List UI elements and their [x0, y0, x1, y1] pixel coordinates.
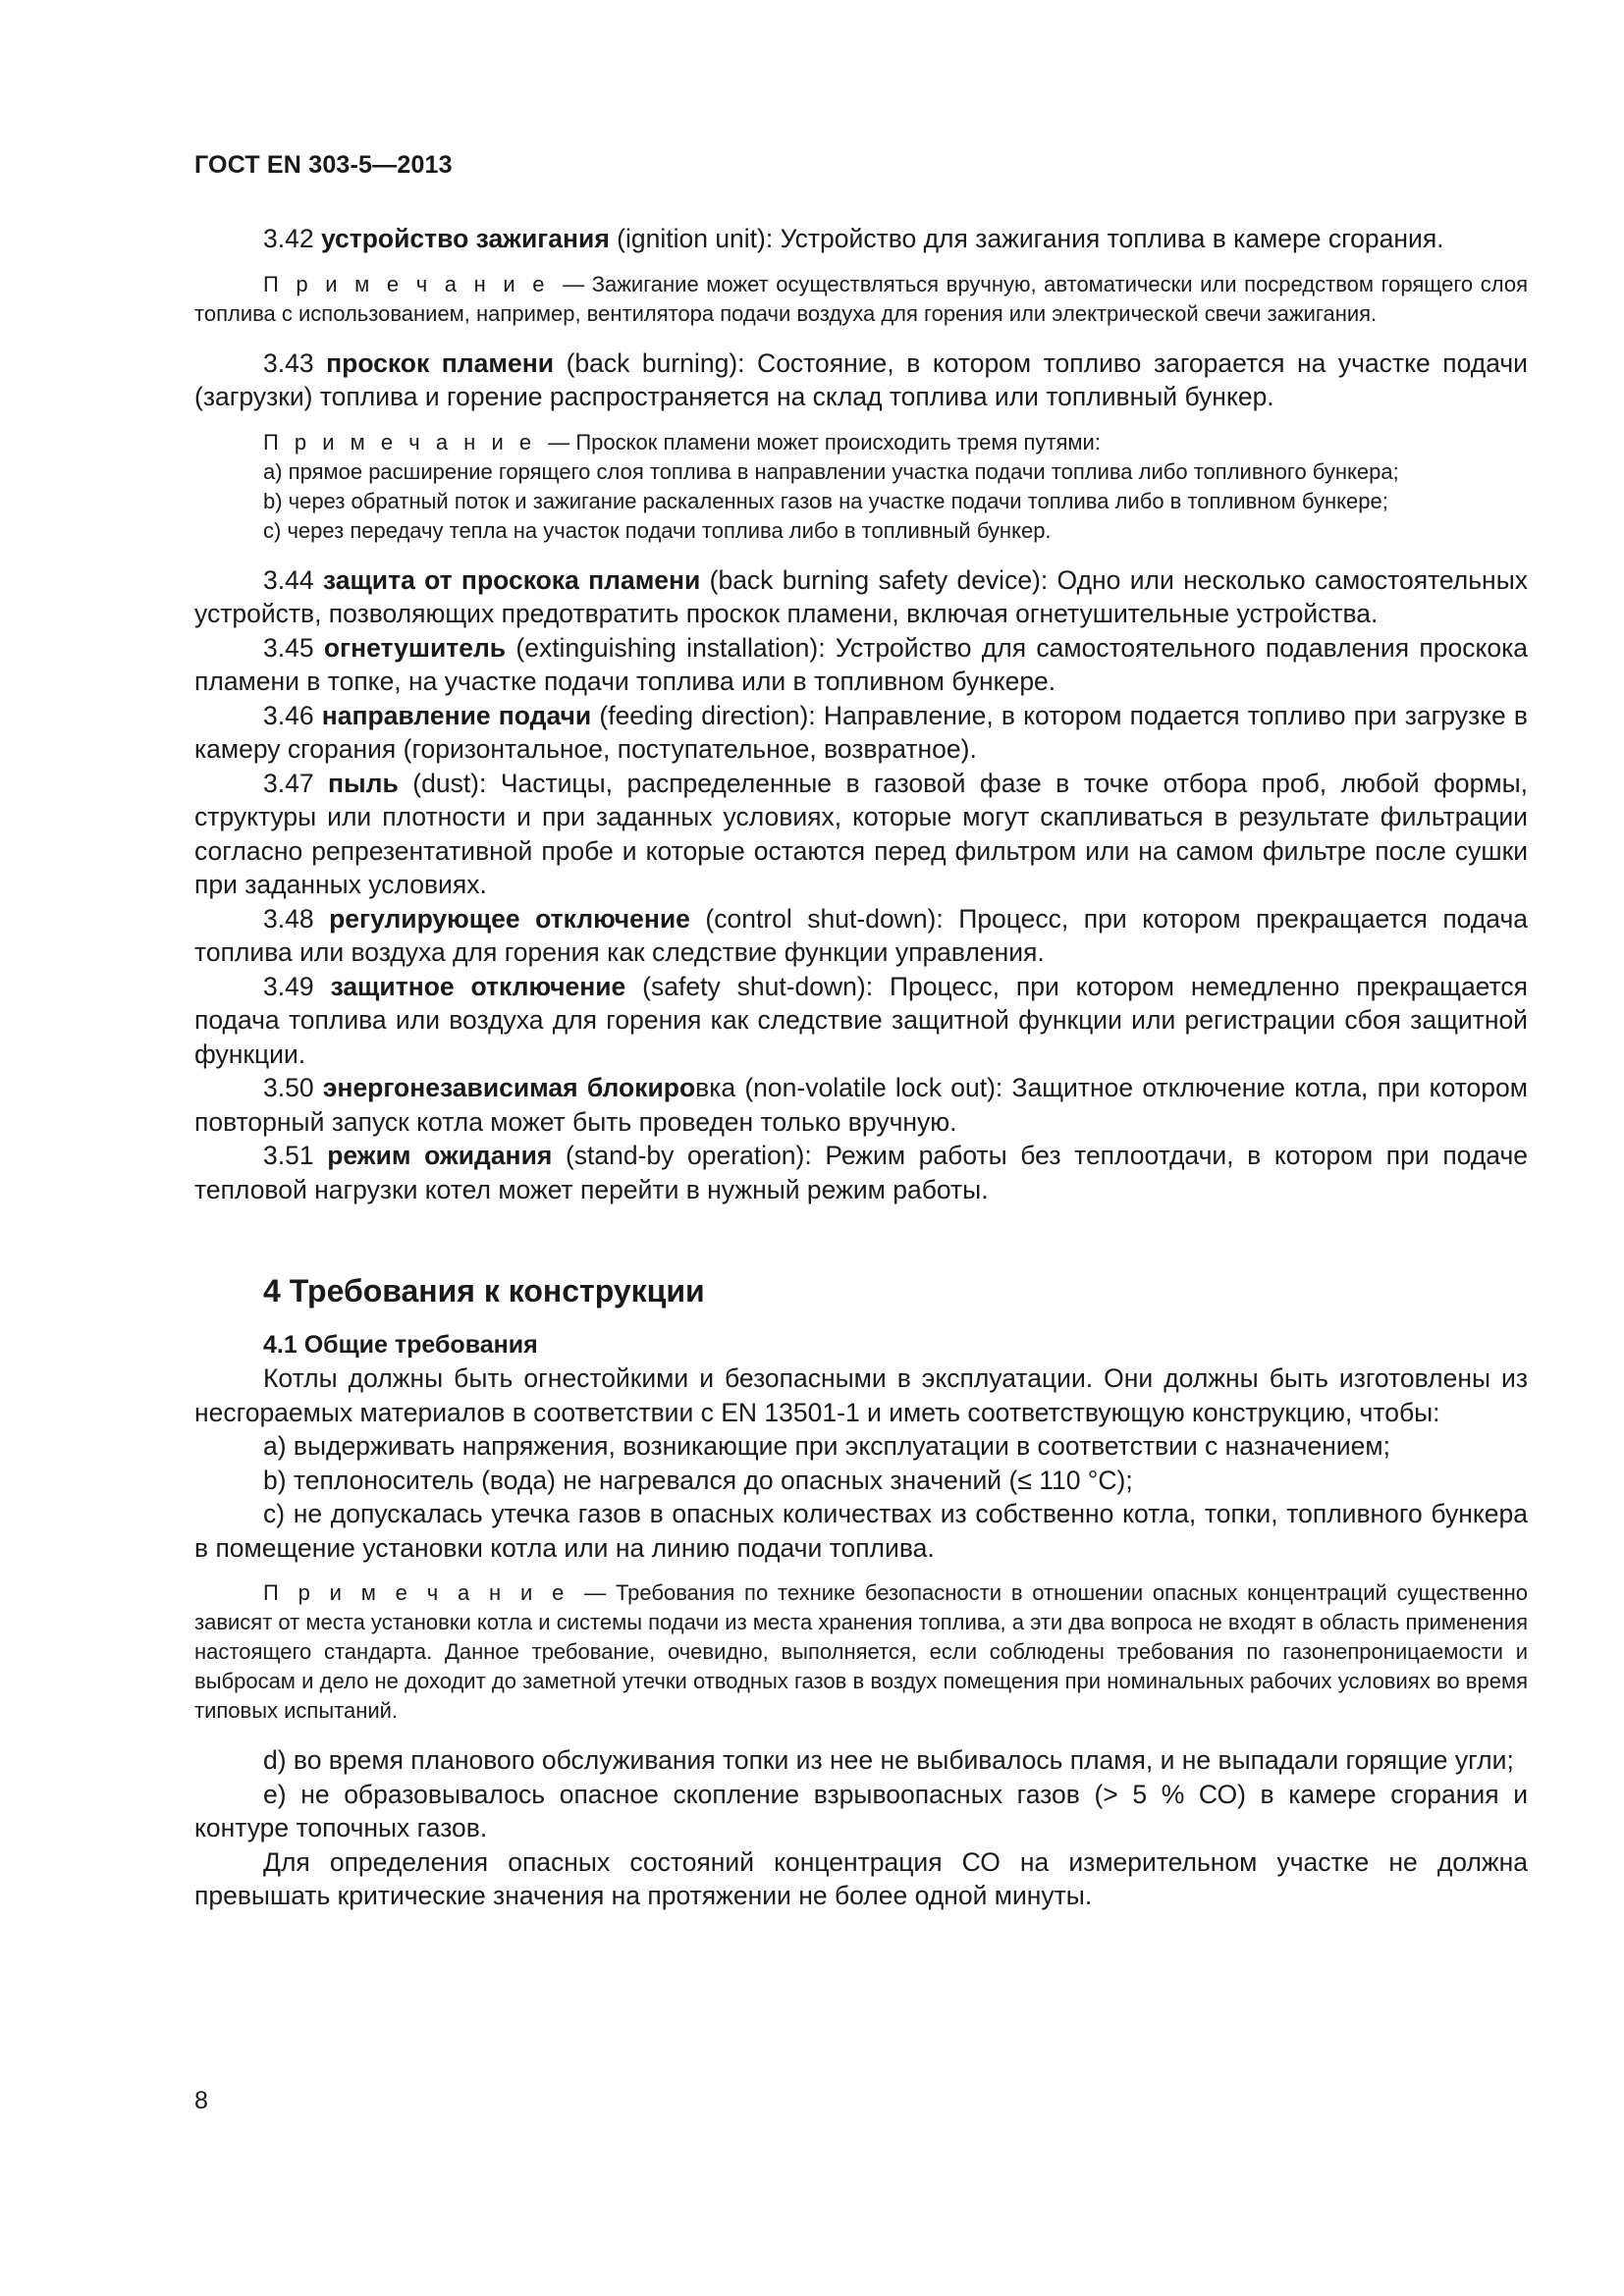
term-name: проскок пламени [326, 347, 555, 378]
note-3-42: П р и м е ч а н и е — Зажигание может осуществляться вручную, автоматически или посредством горящего слоя топлива с использованием, например, вентилятора подачи воздуха для горения или электрической свечи зажигания. [194, 271, 1528, 326]
term-name: режим ожидания [327, 1141, 553, 1170]
requirement-item-a: а) выдерживать напряжения, возникающие при эксплуатации в соответствии с назначением; [263, 1431, 1390, 1461]
section-heading: 4 Требования к конструкции [263, 1273, 705, 1308]
subsection-heading: 4.1 Общие требования [263, 1331, 538, 1359]
term-entry-3-48: 3.48 регулирующее отключение (control shut-down): Процесс, при котором прекращается подача топлива или воздуха для горения как следствие функции управления. [194, 903, 1528, 967]
term-entry-3-42: 3.42 устройство зажигания (ignition unit): Устройство для зажигания топлива в камере сгорания. [263, 224, 1444, 253]
document-header: ГОСТ EN 303-5—2013 [194, 151, 453, 179]
note-label: П р и м е ч а н и е [263, 271, 550, 296]
note-item-b: b) через обратный поток и зажигание раскаленных газов на участке подачи топлива либо в топливном бункере; [263, 488, 1388, 513]
page-body [194, 222, 1528, 1913]
note-item-a: а) прямое расширение горящего слоя топлива в направлении участка подачи топлива либо топливного бункера; [263, 458, 1399, 484]
note-3-43: П р и м е ч а н и е — Проскок пламени может происходить тремя путями: [263, 429, 1101, 454]
requirement-item-b: b) теплоноситель (вода) не нагревался до опасных значений (≤ 110 °С); [263, 1465, 1133, 1495]
term-name: огнетушитель [323, 632, 507, 663]
term-name: направление подачи [321, 700, 592, 730]
term-name: защитное отключение [330, 971, 626, 1001]
term-entry-3-45: 3.45 огнетушитель (extinguishing installation): Устройство для самостоятельного подавления проскока пламени в топке, на участке подачи топлива или в топливном бункере. [194, 632, 1528, 696]
term-name: регулирующее отключение [329, 903, 690, 934]
note-4-1: П р и м е ч а н и е — Требования по технике безопасности в отношении опасных концентраций существенно зависят от места установки котла и системы подачи из места хранения топлива, а эти два вопроса не входят в область применения настоящего стандарта. Данное требование, очевидно, выполняется, если соблюдены требования по газонепроницаемости и выбросам и дело не доходит до заметной утечки отводных газов в воздух помещения при номинальных рабочих условиях во время типовых испытаний. [194, 1580, 1528, 1723]
term-entry-3-44: 3.44 защита от проскока пламени (back burning safety device): Одно или несколько самостоятельных устройств, позволяющих предотвратить проскок пламени, включая огнетушительные устройства. [194, 564, 1528, 628]
note-label: П р и м е ч а н и е [263, 429, 537, 454]
term-name: энергонезависимая блокиро [322, 1073, 696, 1102]
page-number: 8 [194, 2087, 208, 2114]
term-name: устройство зажигания [320, 224, 610, 253]
requirement-item-e: е) не образовывалось опасное скопление взрывоопасных газов (> 5 % СО) в камере сгорания и контуре топочных газов. [194, 1779, 1528, 1842]
term-entry-3-46: 3.46 направление подачи (feeding direction): Направление, в котором подается топливо при загрузке в камеру сгорания (горизонтальное, поступательное, возвратное). [194, 700, 1528, 764]
section-intro: Котлы должны быть огнестойкими и безопасными в эксплуатации. Они должны быть изготовлены из несгораемых материалов в соответствии с EN 13501-1 и иметь соответствующую конструкцию, чтобы: [194, 1363, 1528, 1427]
closing-paragraph: Для определения опасных состояний концентрация СО на измерительном участке не должна превышать критические значения на протяжении не более одной минуты. [194, 1846, 1528, 1910]
term-entry-3-43: 3.43 проскок пламени (back burning): Состояние, в котором топливо загорается на участке подачи (загрузки) топлива и горение распространяется на склад топлива или топливный бункер. [194, 347, 1528, 411]
term-entry-3-49: 3.49 защитное отключение (safety shut-down): Процесс, при котором немедленно прекращается подача топлива или воздуха для горения как следствие защитной функции или регистрации сбоя защитной функции. [194, 971, 1528, 1069]
requirement-item-d: d) во время планового обслуживания топки из нее не выбивалось пламя, и не выпадали горящие угли; [263, 1745, 1514, 1775]
term-entry-3-50: 3.50 энергонезависимая блокировка (non-volatile lock out): Защитное отключение котла, при котором повторный запуск котла может быть проведен только вручную. [194, 1073, 1528, 1137]
term-name: защита от проскока пламени [322, 564, 701, 595]
note-label: П р и м е ч а н и е [263, 1580, 569, 1605]
term-entry-3-51: 3.51 режим ожидания (stand-by operation): Режим работы без теплоотдачи, в котором при подаче тепловой нагрузки котел может перейти в нужный режим работы. [194, 1141, 1528, 1204]
term-name: пыль [328, 768, 399, 798]
note-item-c: с) через передачу тепла на участок подачи топлива либо в топливный бункер. [263, 517, 1052, 543]
requirement-item-c: с) не допускалась утечка газов в опасных количествах из собственно котла, топки, топливного бункера в помещение установки котла или на линию подачи топлива. [194, 1499, 1528, 1563]
term-entry-3-47: 3.47 пыль (dust): Частицы, распределенные в газовой фазе в точке отбора проб, любой формы, структуры или плотности и при заданных условиях, которые могут скапливаться в результате фильтрации согласно репрезентативной пробе и которые остаются перед фильтром или на самом фильтре после сушки при заданных условиях. [194, 768, 1528, 899]
